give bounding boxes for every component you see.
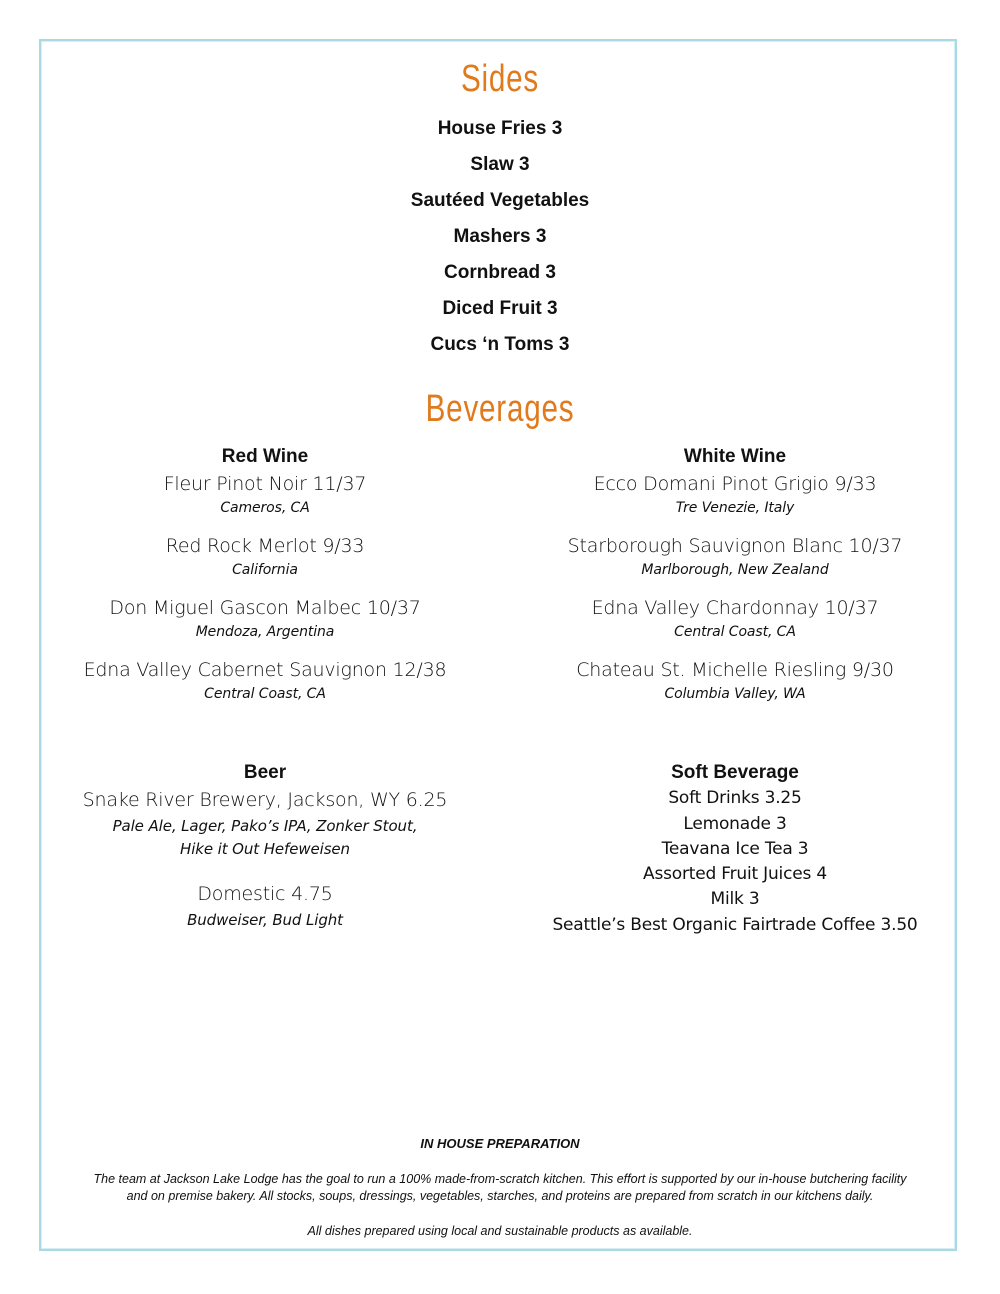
menu-border [39,39,957,1251]
red-wine-origin: California [232,562,298,578]
side-item: House Fries 3 [437,118,563,139]
beverages-heading: Beverages [425,388,575,430]
white-wine-origin: Central Coast, CA [674,624,796,640]
soft-beverage-item: Teavana Ice Tea 3 [661,839,809,859]
red-wine-origin: Central Coast, CA [204,686,326,702]
white-wine-name: Edna Valley Chardonnay 10/37 [591,597,879,619]
footer-note: All dishes prepared using local and sustainable products as available. [307,1224,693,1238]
footer-text: and on premise bakery. All stocks, soups, dressings, vegetables, starches, and proteins are prepared from scratch in our kitchens daily. [126,1189,874,1203]
red-wine-name: Fleur Pinot Noir 11/37 [163,473,367,495]
soft-beverage-item: Lemonade 3 [683,814,787,834]
side-item: Slaw 3 [470,154,530,175]
beer-domestic: Domestic 4.75 [197,883,333,905]
footer-text: The team at Jackson Lake Lodge has the goal to run a 100% made-from-scratch kitchen. This effort is supported by our in-house butchering facility [93,1172,907,1186]
side-item: Cucs ‘n Toms 3 [430,334,570,355]
beer-snake-river-desc: Hike it Out Hefeweisen [180,840,350,858]
soft-beverage-title: Soft Beverage [671,762,799,783]
side-item: Diced Fruit 3 [442,298,558,319]
white-wine-name: Chateau St. Michelle Riesling 9/30 [576,659,894,681]
white-wine-origin: Columbia Valley, WA [664,686,806,702]
side-item: Mashers 3 [453,226,547,247]
white-wine-name: Starborough Sauvignon Blanc 10/37 [567,535,903,557]
soft-beverage-item: Milk 3 [710,889,760,909]
red-wine-name: Red Rock Merlot 9/33 [165,535,365,557]
sides-heading: Sides [460,58,540,100]
beer-snake-river: Snake River Brewery, Jackson, WY 6.25 [82,789,448,811]
white-wine-origin: Tre Venezie, Italy [675,500,795,516]
red-wine-origin: Mendoza, Argentina [195,624,335,640]
red-wine-name: Don Miguel Gascon Malbec 10/37 [109,597,421,619]
red-wine-title: Red Wine [221,446,309,467]
soft-beverage-item: Seattle’s Best Organic Fairtrade Coffee 3.50 [552,915,918,935]
white-wine-name: Ecco Domani Pinot Grigio 9/33 [593,473,877,495]
beer-domestic-desc: Budweiser, Bud Light [187,911,343,929]
side-item: Cornbread 3 [444,262,556,283]
soft-beverage-item: Soft Drinks 3.25 [668,788,802,808]
red-wine-name: Edna Valley Cabernet Sauvignon 12/38 [83,659,447,681]
beer-snake-river-desc: Pale Ale, Lager, Pako’s IPA, Zonker Stout, [112,817,418,835]
footer-title: IN HOUSE PREPARATION [420,1136,580,1151]
red-wine-origin: Cameros, CA [220,500,310,516]
side-item: Sautéed Vegetables [410,190,590,211]
beer-title: Beer [243,762,287,783]
white-wine-title: White Wine [683,446,787,467]
white-wine-origin: Marlborough, New Zealand [641,562,829,578]
soft-beverage-item: Assorted Fruit Juices 4 [643,864,827,884]
